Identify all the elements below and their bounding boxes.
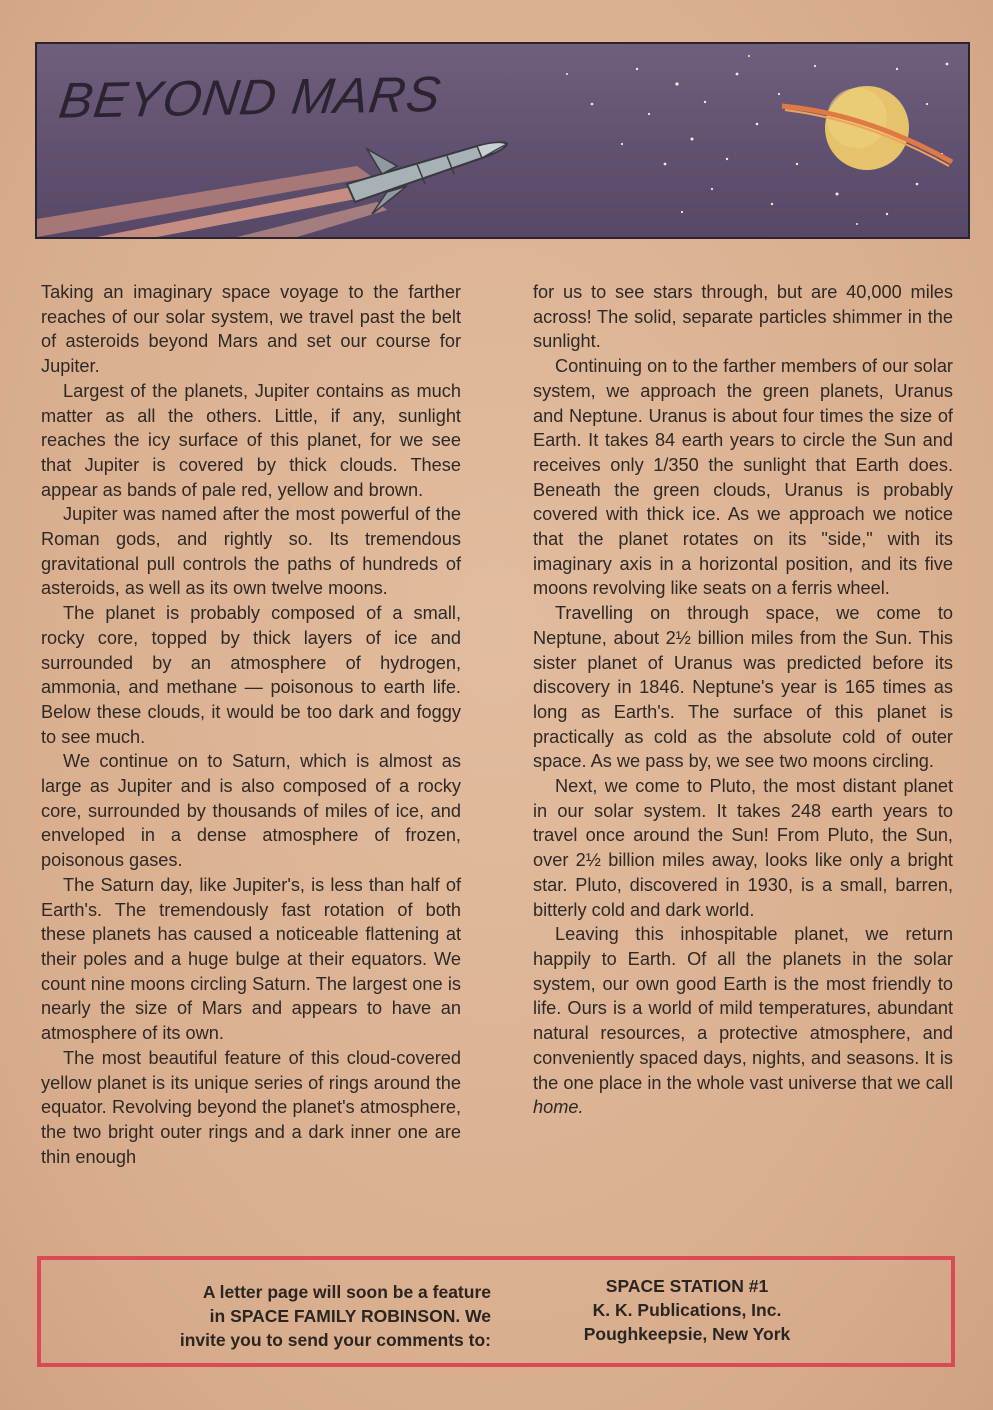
closing-paragraph	[533, 922, 953, 1120]
notice-text	[151, 1280, 491, 1352]
paragraph: Largest of the planets, Jupiter contains as much matter as all the others. Little, if any, sunlight reaches the icy surface of this planet, for we see that Jupiter is covered by thick clouds. These appear as bands of pale red, yellow and brown.	[41, 380, 461, 500]
paragraph: for us to see stars through, but are 40,000 miles across! The solid, separate particles shimmer in the sunlight.	[533, 282, 953, 352]
notice-line: in SPACE FAMILY ROBINSON. We	[209, 1306, 491, 1326]
paragraph: Next, we come to Pluto, the most distant planet in our solar system. It takes 248 earth years to travel once around the Sun! From Pluto, the Sun, over 2½ billion miles away, looks like only a bright star. Pluto, discovered in 1930, is a small, barren, bitterly cold and dark world.	[533, 776, 953, 920]
paragraph: We continue on to Saturn, which is almost as large as Jupiter and is also composed of a rocky core, surrounded by thousands of miles of ice, and enveloped in a dense atmosphere of frozen, poisonous gases.	[41, 751, 461, 871]
paragraph: The most beautiful feature of this cloud-covered yellow planet is its unique series of rings around the equator. Revolving beyond the planet's atmosphere, the two bright outer rings and a dark inner one are thin enough	[41, 1047, 461, 1167]
address-line: K. K. Publications, Inc.	[592, 1300, 782, 1320]
saturn-icon	[782, 86, 952, 170]
address-line: SPACE STATION #1	[605, 1276, 769, 1296]
paragraph: Jupiter was named after the most powerful of the Roman gods, and rightly so. Its tremendous gravitational pull controls the paths of hundreds of asteroids, as well as its own twelve moons.	[41, 504, 461, 599]
paragraph: The Saturn day, like Jupiter's, is less than half of Earth's. The tremendously fast rotation of both these planets has caused a noticeable flattening at their poles and a huge bulge at their equators. We count nine moons circling Saturn. The largest one is nearly the size of Mars and appears to have an atmosphere of its own.	[41, 874, 461, 1044]
paragraph: Continuing on to the farther members of our solar system, we approach the green planets, Uranus and Neptune. Uranus is about four times the size of Earth. It takes 84 earth years to circle the Sun and receives only 1/350 the sunlight that Earth does. Beneath the green clouds, Uranus is probably covered with thick ice. As we approach we notice that the planet rotates on its "side," with its imaginary axis in a horizontal position, and its five moons revolving like seats on a ferris wheel.	[533, 356, 953, 599]
article-right-column	[533, 280, 953, 1120]
notice-line: invite you to send your comments to:	[179, 1330, 491, 1350]
rocket-icon	[347, 142, 507, 214]
letter-page-notice	[37, 1256, 955, 1367]
address-line: Poughkeepsie, New York	[583, 1324, 791, 1344]
paragraph: The planet is probably composed of a small, rocky core, topped by thick layers of ice and surrounded by an atmosphere of hydrogen, ammonia, and methane — poisonous to earth life. Below these clouds, it would be too dark and foggy to see much.	[41, 603, 461, 747]
rocket-exhaust	[37, 166, 387, 237]
page-title: BEYOND MARS	[56, 66, 445, 129]
article-left-column	[41, 280, 461, 1169]
mailing-address	[567, 1274, 807, 1346]
paragraph: Travelling on through space, we come to Neptune, about 2½ billion miles from the Sun. This sister planet of Uranus was predicted before its discovery in 1846. Neptune's year is 165 times as long as Earth's. The surface of this planet is practically as cold as the absolute cold of outer space. As we pass by, we see two moons circling.	[533, 603, 953, 772]
paragraph-text: Leaving this inhospitable planet, we return happily to Earth. Of all the planets in the solar system, our own good Earth is the most friendly to life. Ours is a world of mild temperatures, abundant natural resources, a protective atmosphere, and conveniently spaced days, nights, and seasons. It is the one place in the whole vast universe that we call	[533, 924, 953, 1093]
paragraph: Taking an imaginary space voyage to the farther reaches of our solar system, we travel past the belt of asteroids beyond Mars and set our course for Jupiter.	[41, 282, 461, 377]
emphasized-word: home.	[533, 1097, 584, 1118]
notice-line: A letter page will soon be a feature	[202, 1282, 491, 1302]
